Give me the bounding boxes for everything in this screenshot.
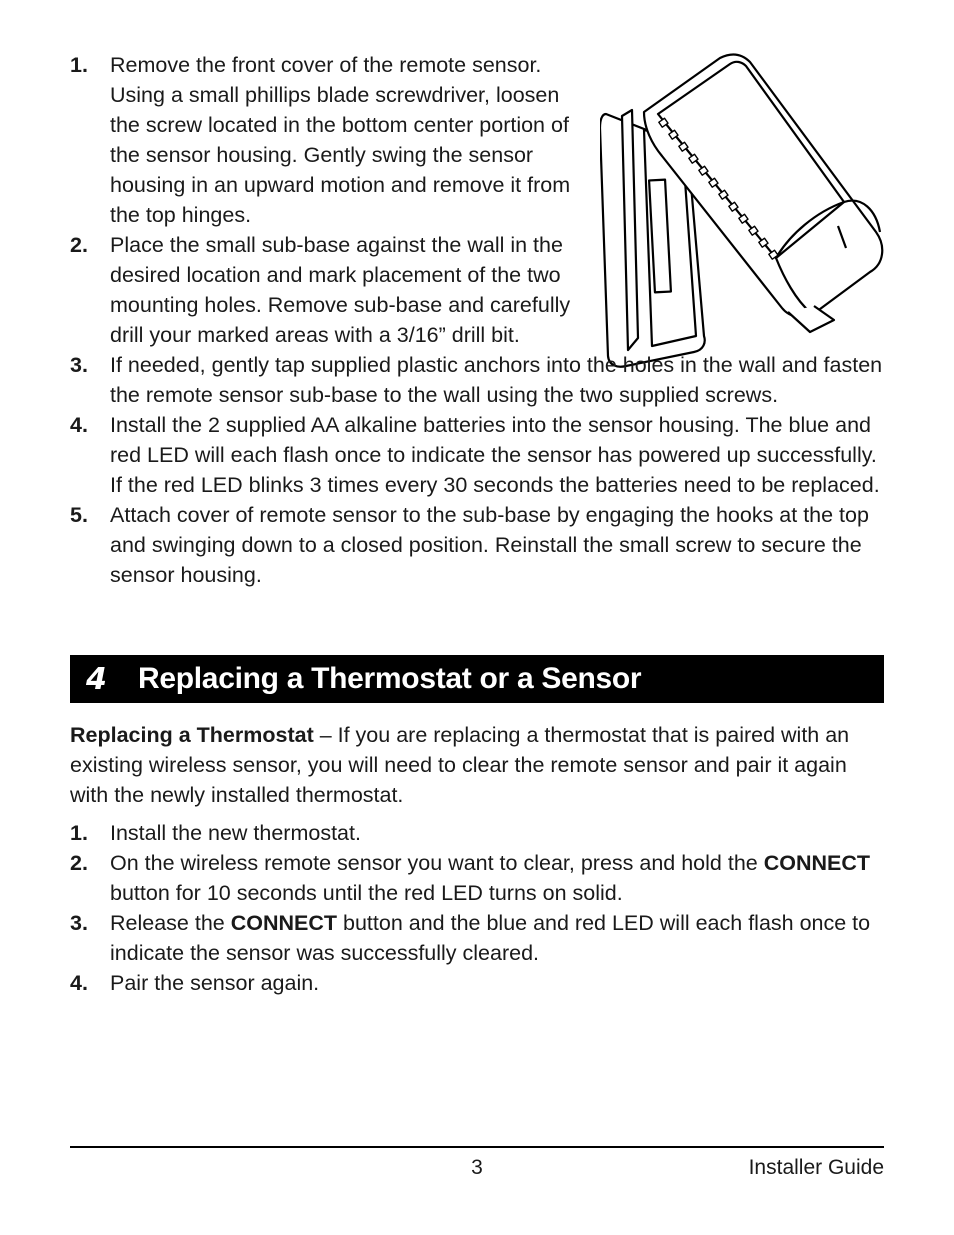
step-number: 2. <box>70 233 88 257</box>
step-text: If needed, gently tap supplied plastic anchors into the holes in the wall and fasten the remote sensor sub-base to the wall using the two supplied screws. <box>110 353 883 407</box>
remote-sensor-illustration <box>600 50 890 380</box>
step-5 <box>70 500 884 590</box>
section-heading <box>70 655 884 703</box>
footer-divider <box>70 1146 884 1148</box>
step-text: Attach cover of remote sensor to the sub-base by engaging the hooks at the top and swinging down to a closed position. Reinstall the small screw to secure the sensor housing. <box>110 503 869 587</box>
step-2 <box>70 230 594 350</box>
intro-lead: Replacing a Thermostat <box>70 723 314 747</box>
step-text: On the wireless remote sensor you want to clear, press and hold the CONNECT button for 10 seconds until the red LED turns on solid. <box>110 851 871 905</box>
step-number: 4. <box>70 413 88 437</box>
step-number: 4. <box>70 971 88 995</box>
page-number: 3 <box>471 1156 483 1179</box>
step-text: Release the CONNECT button and the blue and red LED will each flash once to indicate the sensor was successfully cleared. <box>110 911 871 965</box>
replace-step-4 <box>70 968 884 998</box>
replace-step-1 <box>70 818 884 848</box>
step-4 <box>70 410 884 500</box>
step-text: Remove the front cover of the remote sensor. Using a small phillips blade screwdriver, loosen the screw located in the bottom center portion of the sensor housing. Gently swing the sensor housing in an upward motion and remove it from the top hinges. <box>110 53 571 227</box>
step-number: 1. <box>70 821 88 845</box>
replacement-steps <box>70 818 884 998</box>
step-number: 3. <box>70 353 88 377</box>
guide-title: Installer Guide <box>748 1156 884 1179</box>
step-number: 2. <box>70 851 88 875</box>
intro-paragraph <box>70 720 884 810</box>
step-number: 1. <box>70 53 88 77</box>
step-text: Install the 2 supplied AA alkaline batteries into the sensor housing. The blue and red LED will each flash once to indicate the sensor has powered up successfully. If the red LED blinks 3 times every 30 seconds the batteries need to be replaced. <box>110 413 880 497</box>
connect-keyword: CONNECT <box>230 911 338 935</box>
section-number: 4 <box>86 661 107 697</box>
step-text: Pair the sensor again. <box>110 971 320 995</box>
connect-keyword: CONNECT <box>763 851 871 875</box>
step-3 <box>70 350 884 410</box>
top-instructions <box>70 50 884 590</box>
replace-step-2 <box>70 848 884 908</box>
section-title: Replacing a Thermostat or a Sensor <box>138 662 642 695</box>
intro-text: – If you are replacing a thermostat that is paired with an existing wireless sensor, you will need to clear the remote sensor and pair it again with the newly installed thermostat. <box>70 723 850 807</box>
step-text: Place the small sub-base against the wall in the desired location and mark placement of the two mounting holes. Remove sub-base and carefully drill your marked areas with a 3/16” drill bit. <box>110 233 571 347</box>
step-text: Install the new thermostat. <box>110 821 361 845</box>
step-1 <box>70 50 590 230</box>
replace-step-3 <box>70 908 884 968</box>
step-number: 3. <box>70 911 88 935</box>
step-number: 5. <box>70 503 88 527</box>
